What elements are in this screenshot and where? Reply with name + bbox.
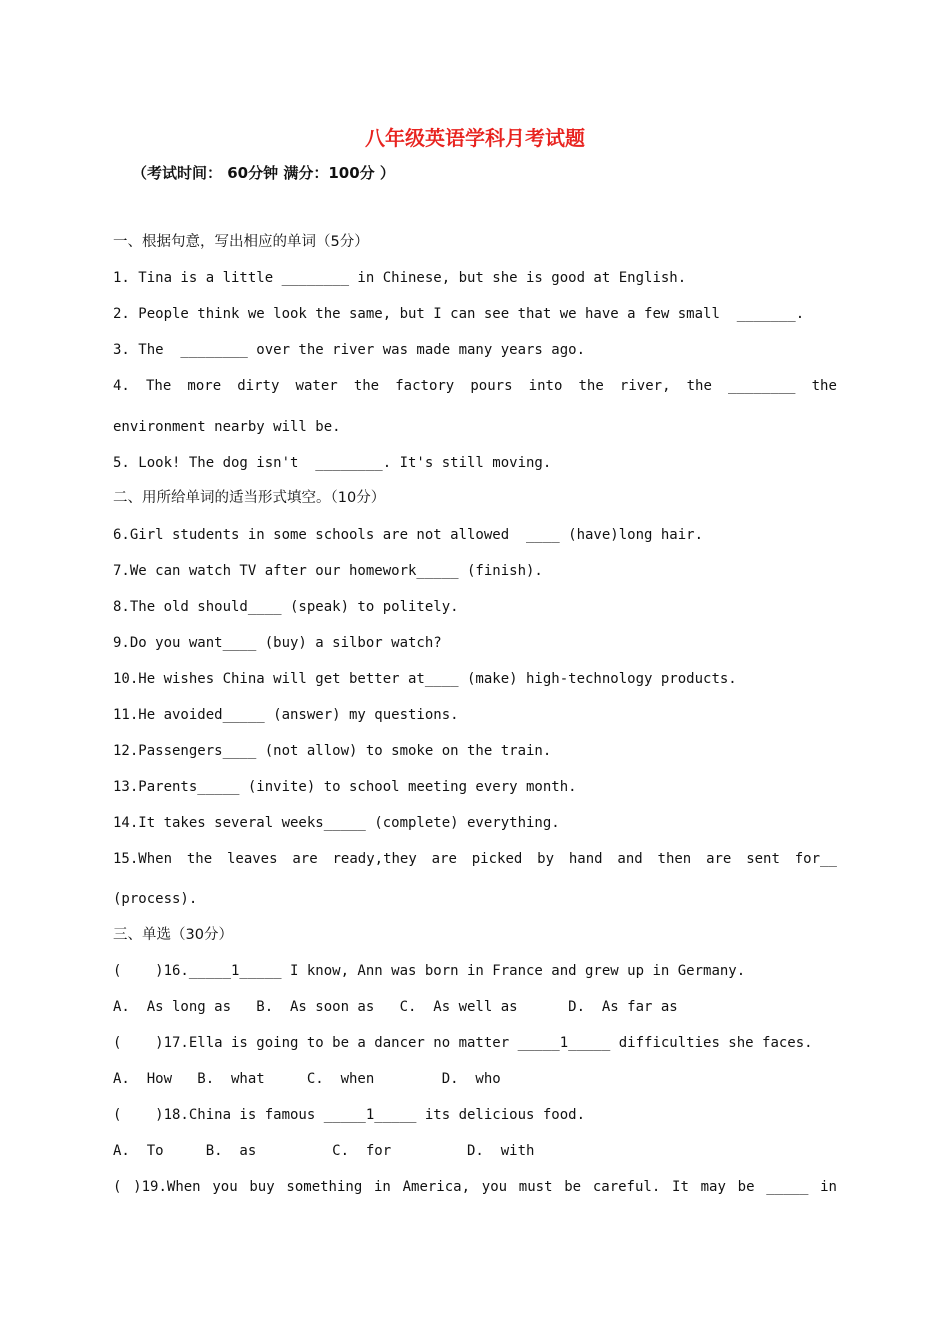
question-18-options: A. To B. as C. for D. with	[113, 1143, 535, 1159]
word: by	[537, 851, 555, 867]
word: water	[295, 378, 338, 394]
word: the	[186, 851, 213, 867]
word: be	[737, 1179, 755, 1195]
word: be	[564, 1179, 582, 1195]
question-11: 11.He avoided_____ (answer) my questions.	[113, 707, 459, 723]
question-4	[113, 376, 837, 396]
question-5: 5. Look! The dog isn't ________. It's still moving.	[113, 455, 552, 471]
question-18: ( )18.China is famous _____1_____ its delicious food.	[113, 1107, 586, 1123]
word: dirty	[237, 378, 280, 394]
question-15	[113, 849, 837, 869]
question-13: 13.Parents_____ (invite) to school meeting every month.	[113, 779, 577, 795]
word: pours	[470, 378, 513, 394]
question-17: ( )17.Ella is going to be a dancer no matter _____1_____ difficulties she faces.	[113, 1035, 813, 1051]
word: buy	[249, 1179, 275, 1195]
word: sent	[746, 851, 780, 867]
word: in	[374, 1179, 391, 1195]
word: and	[617, 851, 643, 867]
question-7: 7.We can watch TV after our homework_____ (finish).	[113, 563, 543, 579]
word: picked	[471, 851, 523, 867]
word: in	[820, 1179, 837, 1195]
question-17-options: A. How B. what C. when D. who	[113, 1071, 501, 1087]
word: you	[212, 1179, 238, 1195]
question-3: 3. The ________ over the river was made many years ago.	[113, 342, 586, 358]
word: are	[431, 851, 457, 867]
word: for__	[794, 851, 837, 867]
word: leaves	[226, 851, 278, 867]
word: _____	[766, 1179, 809, 1195]
word: are	[292, 851, 318, 867]
question-19	[113, 1177, 837, 1197]
word: are	[706, 851, 732, 867]
word: It	[672, 1179, 689, 1195]
word: into	[528, 378, 563, 394]
exam-info: （考试时间： 60分钟 满分：100分 ）	[132, 164, 395, 182]
question-16: ( )16._____1_____ I know, Ann was born in France and grew up in Germany.	[113, 963, 746, 979]
section-heading: 一、根据句意，写出相应的单词（5分）	[113, 234, 369, 250]
section-heading: 三、单选（30分）	[113, 927, 233, 943]
word: hand	[568, 851, 603, 867]
question-1: 1. Tina is a little ________ in Chinese, but she is good at English.	[113, 270, 687, 286]
word: careful.	[592, 1179, 661, 1195]
word: The	[145, 378, 172, 394]
word: more	[187, 378, 222, 394]
question-8: 8.The old should____ (speak) to politely.	[113, 599, 459, 615]
question-15-continued: (process).	[113, 891, 198, 907]
word: the	[353, 378, 380, 394]
word: ready,they	[332, 851, 417, 867]
word: the	[686, 378, 712, 394]
word: factory	[395, 378, 455, 394]
word: the	[811, 378, 837, 394]
question-12: 12.Passengers____ (not allow) to smoke on the train.	[113, 743, 552, 759]
word: ________	[728, 378, 796, 394]
question-6: 6.Girl students in some schools are not allowed ____ (have)long hair.	[113, 527, 704, 543]
page-title: 八年级英语学科月考试题	[365, 126, 585, 150]
question-10: 10.He wishes China will get better at____ (make) high-technology products.	[113, 671, 737, 687]
word: must	[518, 1179, 553, 1195]
word: the	[578, 378, 604, 394]
word: 4.	[113, 378, 130, 394]
question-14: 14.It takes several weeks_____ (complete) everything.	[113, 815, 560, 831]
question-2: 2. People think we look the same, but I can see that we have a few small _______.	[113, 306, 805, 322]
word: 15.When	[113, 851, 173, 867]
question-16-options: A. As long as B. As soon as C. As well as D. As far as	[113, 999, 678, 1015]
word: America,	[402, 1179, 471, 1195]
word: something	[286, 1179, 363, 1195]
section-heading: 二、用所给单词的适当形式填空。（10分）	[113, 490, 386, 506]
word: )19.When	[133, 1179, 201, 1195]
word: may	[700, 1179, 726, 1195]
question-4-continued: environment nearby will be.	[113, 419, 341, 435]
word: then	[657, 851, 692, 867]
word: (	[113, 1179, 122, 1195]
word: river,	[619, 378, 671, 394]
word: you	[481, 1179, 508, 1195]
question-9: 9.Do you want____ (buy) a silbor watch?	[113, 635, 442, 651]
